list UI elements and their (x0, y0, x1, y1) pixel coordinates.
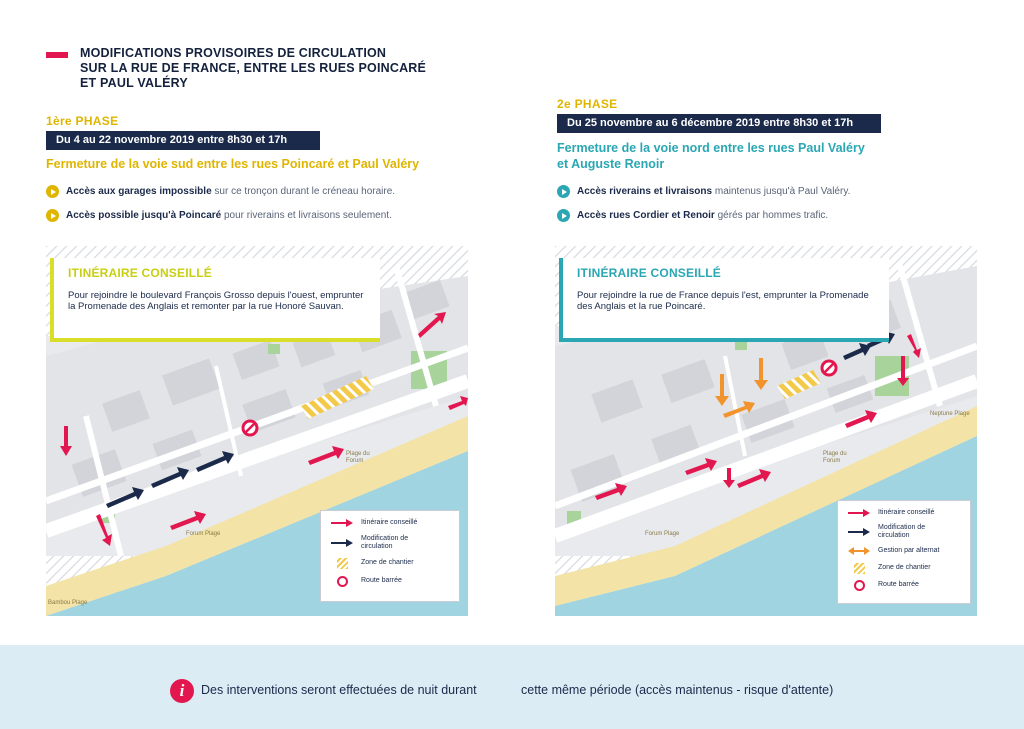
legend-label: Route barrée (361, 577, 402, 584)
phase2-map (555, 246, 977, 616)
title-accent-bar (46, 52, 68, 58)
chevron-right-icon (46, 209, 59, 222)
title-line: ET PAUL VALÉRY (80, 76, 188, 90)
phase1-label: 1ère PHASE (46, 114, 119, 128)
legend-item (846, 579, 962, 591)
title-line: MODIFICATIONS PROVISOIRES DE CIRCULATION (80, 46, 387, 60)
red-arrow-icon (329, 517, 355, 529)
navy-arrow-icon (329, 537, 355, 549)
phase1-subtitle: Fermeture de la voie sud entre les rues Poincaré et Paul Valéry (46, 157, 420, 171)
phase1-legend (320, 510, 460, 602)
legend-item (329, 517, 451, 529)
map-label: Neptune Plage (930, 411, 970, 417)
legend-item (846, 545, 962, 557)
bullet-light: sur ce tronçon durant le créneau horaire. (214, 186, 396, 197)
legend-item (329, 535, 451, 551)
legend-label: Gestion par alternat (878, 547, 940, 554)
title-line: SUR LA RUE DE FRANCE, ENTRE LES RUES POINCARÉ (80, 61, 427, 75)
footer-text-part2: cette même période (accès maintenus - risque d'attente) (521, 683, 834, 697)
bullet-strong: Accès rues Cordier et Renoir (577, 210, 715, 221)
map-label: Plage du Forum (823, 451, 847, 464)
chevron-right-icon (46, 185, 59, 198)
legend-label: Zone de chantier (878, 564, 931, 571)
map-label: Plage du Forum (346, 451, 370, 464)
phase2-label: 2e PHASE (557, 97, 618, 111)
legend-label: Itinéraire conseillé (361, 519, 418, 526)
itinerary-text: Pour rejoindre la rue de France depuis l'est, emprunter la Promenade des Anglais et la rue Poincaré. (577, 290, 869, 312)
bullet-light: pour riverains et livraisons seulement. (224, 210, 392, 221)
info-icon: i (170, 679, 194, 703)
bullet-light: gérés par hommes trafic. (717, 210, 829, 221)
legend-item (846, 507, 962, 519)
phase1-bullet (46, 209, 392, 222)
chevron-right-icon (557, 185, 570, 198)
legend-item (329, 575, 451, 587)
phase2-itinerary-box (559, 258, 889, 342)
hatched-square-icon (329, 557, 355, 569)
bullet-strong: Accès aux garages impossible (66, 186, 212, 197)
itinerary-text: Pour rejoindre le boulevard François Grosso depuis l'ouest, emprunter la Promenade des Anglais et remonter par la rue Honoré Sauvan. (68, 290, 364, 312)
no-entry-icon (846, 579, 872, 591)
legend-label: Zone de chantier (361, 559, 414, 566)
bullet-strong: Accès possible jusqu'à Poincaré (66, 210, 222, 221)
phase1-bullet (46, 185, 395, 198)
legend-label: Modification de circulation (361, 535, 409, 550)
legend-item (329, 557, 451, 569)
red-arrow-icon (846, 507, 872, 519)
legend-item (846, 524, 962, 540)
bullet-strong: Accès riverains et livraisons (577, 186, 713, 197)
legend-label: Itinéraire conseillé (878, 509, 935, 516)
phase1-map (46, 246, 468, 616)
phase2-bullet (557, 185, 850, 198)
no-entry-icon (329, 575, 355, 587)
subtitle-line: Fermeture de la voie nord entre les rues Paul Valéry (557, 141, 865, 155)
itinerary-title: ITINÉRAIRE CONSEILLÉ (577, 266, 722, 280)
phase2-bullet (557, 209, 828, 222)
footer-text-part1: Des interventions seront effectuées de nuit durant (201, 683, 477, 697)
legend-label: Modification de circulation (878, 524, 926, 539)
subtitle-line: et Auguste Renoir (557, 157, 665, 171)
legend-label: Route barrée (878, 581, 919, 588)
page-title (80, 46, 427, 91)
map-label: Bambou Plage (48, 600, 88, 606)
phase1-itinerary-box (50, 258, 380, 342)
hatched-square-icon (846, 562, 872, 574)
phase2-dates: Du 25 novembre au 6 décembre 2019 entre 8h30 et 17h (557, 114, 881, 133)
phase2-subtitle (557, 140, 865, 172)
phase2-legend (837, 500, 971, 604)
legend-item (846, 562, 962, 574)
footer-banner (0, 645, 1024, 729)
bullet-light: maintenus jusqu'à Paul Valéry. (714, 186, 851, 197)
orange-double-arrow-icon (846, 545, 872, 557)
phase1-dates: Du 4 au 22 novembre 2019 entre 8h30 et 17h (46, 131, 320, 150)
map-label: Forum Plage (186, 531, 221, 537)
map-label: Forum Plage (645, 531, 680, 537)
itinerary-title: ITINÉRAIRE CONSEILLÉ (68, 266, 213, 280)
chevron-right-icon (557, 209, 570, 222)
navy-arrow-icon (846, 526, 872, 538)
